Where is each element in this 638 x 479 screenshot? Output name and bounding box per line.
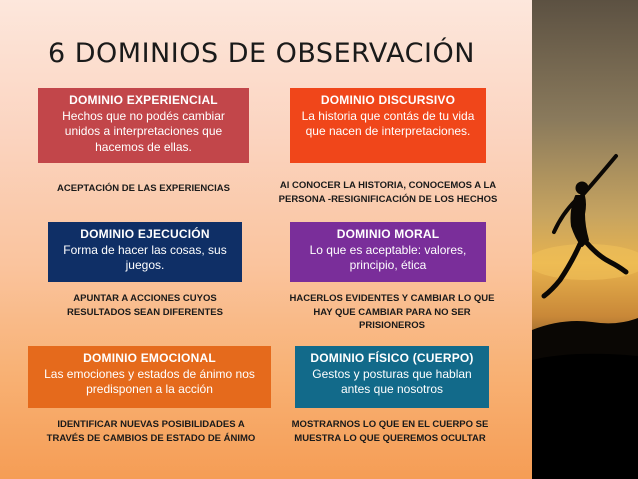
domain-description: Gestos y posturas que hablan antes que nosotros bbox=[312, 366, 472, 396]
domain-box-experiencial bbox=[38, 88, 249, 163]
domain-note-emocional: IDENTIFICAR NUEVAS POSIBILIDADES A TRAVÉS DE CAMBIOS DE ESTADO DE ÁNIMO bbox=[46, 419, 256, 444]
domain-description: Forma de hacer las cosas, sus juegos. bbox=[63, 242, 227, 272]
domain-note-moral: HACERLOS EVIDENTES Y CAMBIAR LO QUE HAY QUE CAMBIAR PARA NO SER PRISIONEROS bbox=[289, 293, 495, 331]
domain-description: Hechos que no podés cambiar unidos a interpretaciones que hacemos de ellas. bbox=[62, 108, 225, 154]
domain-description: La historia que contás de tu vida que nacen de interpretaciones. bbox=[301, 108, 475, 138]
domain-description: Las emociones y estados de ánimo nos predisponen a la acción bbox=[44, 366, 255, 396]
domain-box-fisico bbox=[295, 346, 489, 408]
domain-heading: DOMINIO DISCURSIVO bbox=[320, 93, 456, 107]
domain-heading: DOMINIO EJECUCIÓN bbox=[80, 227, 210, 241]
domain-note-fisico: MOSTRARNOS LO QUE EN EL CUERPO SE MUESTRA LO QUE QUEREMOS OCULTAR bbox=[291, 419, 489, 444]
jumping-silhouette-icon bbox=[532, 0, 638, 479]
domain-box-discursivo bbox=[290, 88, 486, 163]
jumping-silhouette-photo bbox=[532, 0, 638, 479]
domain-box-moral bbox=[290, 222, 486, 282]
domain-note-discursivo: Al CONOCER LA HISTORIA, CONOCEMOS A LA PERSONA -RESIGNIFICACIÓN DE LOS HECHOS bbox=[278, 180, 498, 205]
domain-note-experiencial: ACEPTACIÓN DE LAS EXPERIENCIAS bbox=[57, 183, 230, 194]
domain-heading: DOMINIO EXPERIENCIAL bbox=[69, 93, 218, 107]
domain-heading: DOMINIO FÍSICO (CUERPO) bbox=[310, 351, 474, 365]
domain-box-ejecucion bbox=[48, 222, 242, 282]
domain-heading: DOMINIO MORAL bbox=[336, 227, 440, 241]
domain-box-emocional bbox=[28, 346, 271, 408]
domain-note-ejecucion: APUNTAR A ACCIONES CUYOS RESULTADOS SEAN DIFERENTES bbox=[67, 293, 223, 318]
slide-title: 6 DOMINIOS DE OBSERVACIÓN bbox=[48, 38, 475, 69]
domain-description: Lo que es aceptable: valores, principio, ética bbox=[309, 242, 467, 272]
domain-heading: DOMINIO EMOCIONAL bbox=[83, 351, 216, 365]
